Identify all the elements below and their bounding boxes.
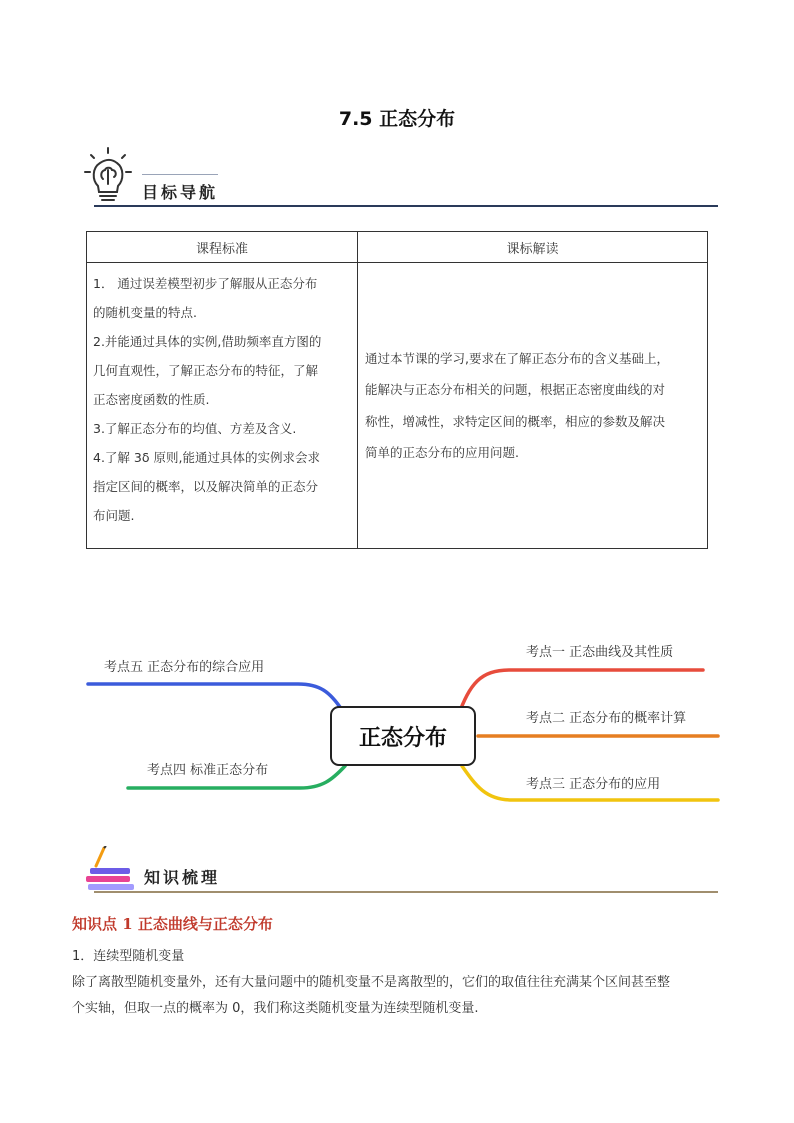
course-table (86, 231, 708, 549)
branch-label-1: 考点一 正态曲线及其性质 (526, 645, 674, 660)
mind-map-center: 正态分布 (330, 706, 476, 766)
page-title: 7.5 正态分布 (338, 108, 456, 130)
branch-label-4: 考点四 标准正态分布 (147, 763, 269, 778)
standard-line: 几何直观性，了解正态分布的特征，了解 (93, 363, 319, 378)
table-header-interpretation: 课标解读 (358, 232, 708, 263)
section-header-goals (82, 146, 718, 210)
books-pencil-icon (82, 846, 138, 894)
section-label-knowledge: 知识梳理 (144, 868, 221, 887)
section-label-goals: 目标导航 (142, 183, 219, 202)
interpretation-line: 能解决与正态分布相关的问题，根据正态密度曲线的对 (365, 382, 666, 397)
standard-cell (87, 263, 358, 549)
standard-line: 正态密度函数的性质. (93, 392, 210, 407)
table-header-standard: 课程标准 (87, 232, 358, 263)
branch-label-3: 考点三 正态分布的应用 (526, 777, 661, 792)
paragraph-line: 个实轴，但取一点的概率为 0，我们称这类随机变量为连续型随机变量. (72, 1001, 479, 1016)
branch-label-2: 考点二 正态分布的概率计算 (526, 711, 687, 726)
interpretation-line: 通过本节课的学习,要求在了解正态分布的含义基础上， (365, 350, 669, 366)
knowledge-point-title: 知识点 1 正态曲线与正态分布 (72, 915, 273, 933)
branch-label-5: 考点五 正态分布的综合应用 (104, 660, 265, 675)
standard-line: 2.并能通过具体的实例,借助频率直方图的 (93, 334, 322, 349)
header-rule-bottom (94, 205, 718, 207)
subheading: 1．连续型随机变量 (72, 949, 185, 964)
interpretation-cell (358, 263, 708, 549)
header-rule-top (142, 174, 218, 175)
standard-line: 的随机变量的特点. (93, 305, 197, 320)
mind-map (0, 620, 794, 820)
section-header-knowledge (82, 846, 718, 910)
standard-line: 布问题. (93, 508, 135, 523)
interpretation-line: 简单的正态分布的应用问题. (365, 445, 519, 460)
header-rule-bottom (94, 891, 718, 893)
standard-line: 4.了解 3δ 原则,能通过具体的实例求会求 (93, 450, 320, 465)
branch-line-5 (88, 684, 342, 710)
standard-line: 3.了解正态分布的均值、方差及含义. (93, 421, 297, 436)
standard-line: 指定区间的概率，以及解决简单的正态分 (93, 479, 319, 494)
standard-line: 1． 通过误差模型初步了解服从正态分布 (93, 276, 318, 291)
lightbulb-brain-icon (82, 146, 134, 208)
paragraph-line: 除了离散型随机变量外，还有大量问题中的随机变量不是离散型的，它们的取值往往充满某个区间甚至整 (72, 975, 671, 990)
interpretation-line: 称性，增减性，求特定区间的概率，相应的参数及解决 (365, 413, 666, 429)
